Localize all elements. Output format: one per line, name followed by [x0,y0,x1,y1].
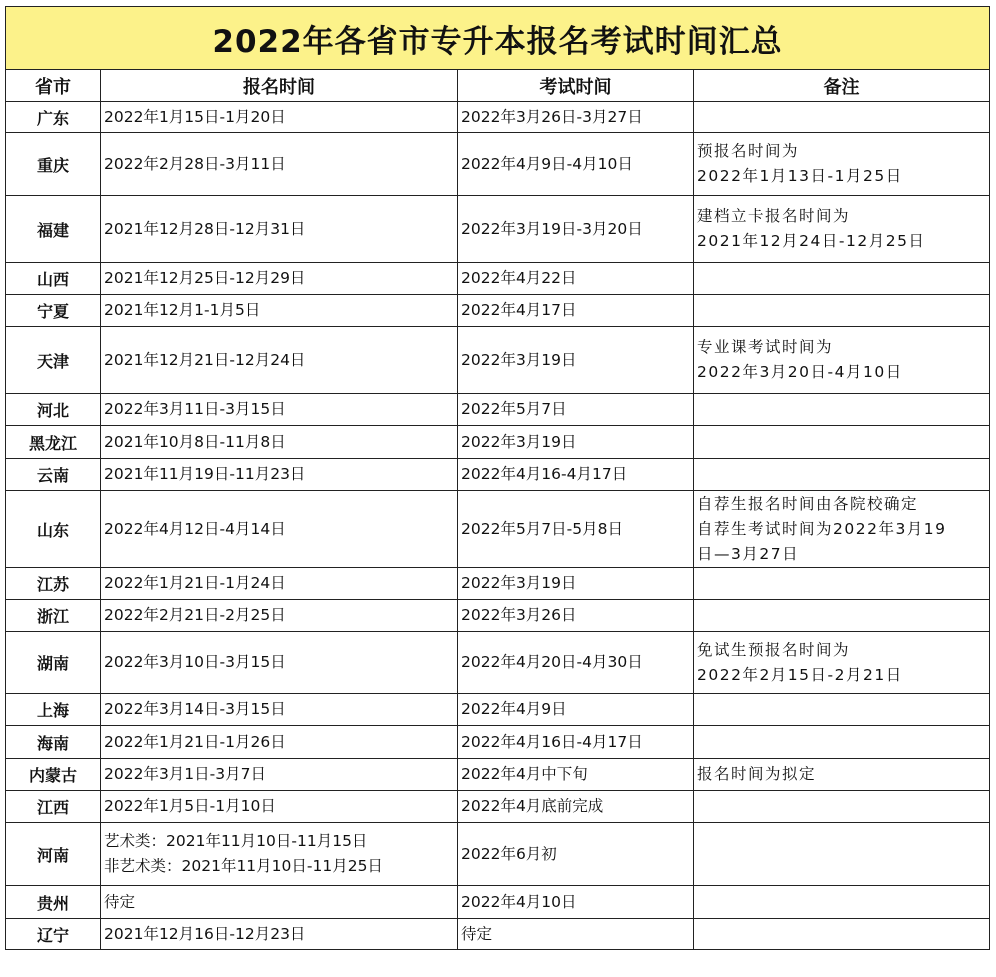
exam-cell [458,568,694,600]
header-note: 备注 [694,70,990,102]
province-cell: 黑龙江 [6,426,101,459]
province-cell: 海南 [6,726,101,759]
registration-cell-line: 2021年12月1-1月5日 [104,301,261,319]
table-row [6,919,990,950]
table-row [6,491,990,568]
exam-cell-line: 2022年5月7日-5月8日 [461,519,623,538]
registration-cell [101,568,458,600]
note-cell [694,886,990,919]
registration-cell [101,327,458,394]
registration-cell-line: 艺术类：2021年11月10日-11月15日 [104,832,368,850]
registration-cell-line: 2022年1月5日-1月10日 [104,797,276,815]
exam-cell [458,295,694,327]
exam-cell [458,791,694,823]
registration-cell [101,919,458,950]
exam-cell-line: 2022年4月9日-4月10日 [461,154,633,173]
exam-cell [458,459,694,491]
note-cell [694,726,990,759]
note-cell-line: 2022年2月15日-2月21日 [697,665,903,684]
note-cell [694,102,990,133]
table-row [6,295,990,327]
note-cell [694,600,990,632]
note-cell [694,263,990,295]
exam-cell [458,196,694,263]
note-cell-line: 2022年1月13日-1月25日 [697,167,903,185]
exam-cell [458,327,694,394]
note-cell [694,791,990,823]
exam-cell [458,263,694,295]
registration-cell-line: 2022年1月15日-1月20日 [104,107,286,126]
note-cell [694,394,990,426]
province-cell: 贵州 [6,886,101,919]
province-cell: 辽宁 [6,919,101,950]
note-cell-line: 日—3月27日 [697,544,800,563]
registration-cell [101,759,458,791]
exam-cell [458,823,694,886]
registration-cell [101,394,458,426]
registration-cell-line: 2022年3月11日-3月15日 [104,400,286,418]
province-cell: 山西 [6,263,101,295]
exam-cell-line: 2022年4月10日 [461,892,577,911]
registration-cell [101,694,458,726]
registration-cell-line: 2022年2月28日-3月11日 [104,154,286,173]
registration-cell-line: 2021年12月25日-12月29日 [104,269,306,287]
exam-cell-line: 2022年3月26日 [461,606,577,624]
province-cell: 河南 [6,823,101,886]
exam-cell [458,133,694,196]
table-row [6,263,990,295]
registration-cell-line: 2021年10月8日-11月8日 [104,432,286,451]
table-row [6,694,990,726]
province-cell: 江西 [6,791,101,823]
table-row [6,327,990,394]
registration-cell-line: 2021年12月28日-12月31日 [104,219,306,238]
exam-cell [458,394,694,426]
note-cell [694,426,990,459]
exam-cell [458,426,694,459]
exam-cell [458,919,694,950]
registration-cell-line: 2022年2月21日-2月25日 [104,606,286,624]
note-cell [694,459,990,491]
header-province: 省市 [6,70,101,102]
province-cell: 广东 [6,102,101,133]
exam-cell [458,886,694,919]
registration-cell [101,491,458,568]
schedule-table [5,6,990,950]
registration-cell-line: 2022年4月12日-4月14日 [104,519,286,538]
province-cell: 山东 [6,491,101,568]
registration-cell [101,791,458,823]
exam-cell-line: 2022年4月9日 [461,700,567,718]
note-cell [694,632,990,694]
exam-cell-line: 2022年5月7日 [461,400,567,418]
note-cell [694,919,990,950]
exam-cell-line: 2022年4月17日 [461,301,577,319]
exam-cell-line: 2022年3月19日 [461,574,577,592]
registration-cell [101,600,458,632]
page-title: 2022年各省市专升本报名考试时间汇总 [6,7,990,70]
note-cell [694,568,990,600]
table-row [6,196,990,263]
note-cell [694,823,990,886]
registration-cell [101,295,458,327]
exam-cell-line: 2022年3月19日 [461,350,577,369]
exam-cell-line: 2022年4月16日-4月17日 [461,732,643,751]
note-cell-line: 报名时间为拟定 [697,765,817,783]
exam-cell-line: 2022年4月中下旬 [461,765,588,783]
exam-cell-line: 2022年6月初 [461,844,557,863]
province-cell: 重庆 [6,133,101,196]
registration-cell-line: 2021年12月21日-12月24日 [104,350,306,369]
exam-cell [458,491,694,568]
exam-cell-line: 2022年4月22日 [461,269,577,287]
note-cell-line: 2021年12月24日-12月25日 [697,232,926,250]
note-cell [694,759,990,791]
exam-cell [458,102,694,133]
table-row [6,632,990,694]
note-cell-line: 免试生预报名时间为 [697,640,851,659]
exam-cell [458,632,694,694]
note-cell-line: 专业课考试时间为 [697,338,834,356]
note-cell-line: 自荐生报名时间由各院校确定 [697,494,919,513]
table-row [6,823,990,886]
registration-cell [101,133,458,196]
exam-cell [458,694,694,726]
registration-cell [101,886,458,919]
note-cell-line: 自荐生考试时间为2022年3月19 [697,519,947,538]
header-row [6,70,990,102]
exam-cell-line: 2022年4月底前完成 [461,797,604,815]
table-row [6,759,990,791]
registration-cell-line: 2021年11月19日-11月23日 [104,465,306,483]
table-row [6,568,990,600]
note-cell-line: 建档立卡报名时间为 [697,207,851,225]
registration-cell [101,426,458,459]
note-cell-line: 2022年3月20日-4月10日 [697,363,903,381]
table-row [6,459,990,491]
exam-cell [458,600,694,632]
table-row [6,886,990,919]
exam-cell-line: 2022年4月16-4月17日 [461,465,628,483]
table-row [6,426,990,459]
table-row [6,394,990,426]
exam-cell [458,759,694,791]
registration-cell [101,196,458,263]
registration-cell [101,459,458,491]
table-row [6,726,990,759]
exam-cell-line: 2022年4月20日-4月30日 [461,653,643,671]
note-cell [694,694,990,726]
header-registration: 报名时间 [101,70,458,102]
exam-cell-line: 2022年3月19日 [461,432,577,451]
province-cell: 上海 [6,694,101,726]
table-row [6,791,990,823]
exam-cell [458,726,694,759]
registration-cell [101,102,458,133]
registration-cell [101,263,458,295]
registration-cell [101,823,458,886]
table-row [6,600,990,632]
registration-cell-line: 2022年3月1日-3月7日 [104,765,266,783]
province-cell: 福建 [6,196,101,263]
province-cell: 宁夏 [6,295,101,327]
registration-cell [101,726,458,759]
note-cell [694,196,990,263]
exam-cell-line: 待定 [461,924,493,943]
registration-cell-line: 2022年1月21日-1月24日 [104,574,286,592]
registration-cell-line: 2022年3月14日-3月15日 [104,700,286,718]
registration-cell-line: 2021年12月16日-12月23日 [104,924,306,943]
province-cell: 河北 [6,394,101,426]
registration-cell-line: 待定 [104,892,136,911]
exam-cell-line: 2022年3月26日-3月27日 [461,107,643,126]
province-cell: 云南 [6,459,101,491]
note-cell-line: 预报名时间为 [697,142,800,160]
header-exam: 考试时间 [458,70,694,102]
province-cell: 浙江 [6,600,101,632]
province-cell: 湖南 [6,632,101,694]
province-cell: 天津 [6,327,101,394]
registration-cell-line: 2022年3月10日-3月15日 [104,653,286,671]
note-cell [694,491,990,568]
province-cell: 江苏 [6,568,101,600]
registration-cell [101,632,458,694]
table-body [6,102,990,950]
note-cell [694,295,990,327]
registration-cell-line: 2022年1月21日-1月26日 [104,732,286,751]
table-row [6,133,990,196]
registration-cell-line: 非艺术类：2021年11月10日-11月25日 [104,857,383,875]
table-row [6,102,990,133]
note-cell [694,133,990,196]
note-cell [694,327,990,394]
province-cell: 内蒙古 [6,759,101,791]
exam-cell-line: 2022年3月19日-3月20日 [461,219,643,238]
